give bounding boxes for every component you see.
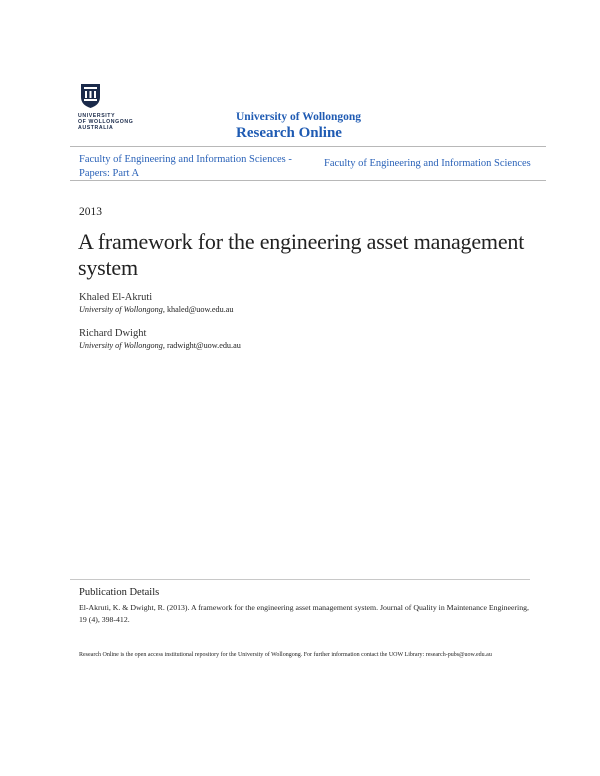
faculty-papers-link[interactable] bbox=[79, 153, 324, 181]
author-email: , radwight@uow.edu.au bbox=[162, 341, 241, 350]
publication-details-text: El-Akruti, K. & Dwight, R. (2013). A framework for the engineering asset management system. Journal of Quality in Maintenance Engineering, 19 (4), 398-412. bbox=[79, 603, 529, 624]
author-name[interactable]: Khaled El-Akruti bbox=[79, 292, 153, 303]
faculty-link[interactable]: Faculty of Engineering and Information Sciences bbox=[324, 158, 531, 169]
publication-divider bbox=[70, 579, 530, 580]
affiliation-name: University of Wollongong bbox=[79, 305, 163, 314]
divider-top bbox=[70, 146, 546, 147]
repository-link[interactable]: Research Online bbox=[236, 125, 342, 141]
uow-crest-icon bbox=[80, 83, 101, 109]
faculty-papers-line2: Papers: Part A bbox=[79, 168, 140, 179]
faculty-papers-line1: Faculty of Engineering and Information Sciences - bbox=[79, 154, 292, 165]
publication-details-heading: Publication Details bbox=[79, 587, 160, 598]
uow-wordmark: UNIVERSITY OF WOLLONGONG AUSTRALIA bbox=[78, 113, 134, 132]
author-email: , khaled@uow.edu.au bbox=[162, 305, 234, 314]
repository-footer: Research Online is the open access institutional repository for the University of Wollongong. For further information contact the UOW Library: research-pubs@uow.edu.au bbox=[79, 652, 492, 658]
paper-title: A framework for the engineering asset management system bbox=[78, 229, 525, 280]
divider-bottom bbox=[70, 180, 546, 181]
author-name[interactable]: Richard Dwight bbox=[79, 328, 147, 339]
uow-logo[interactable] bbox=[78, 83, 158, 135]
publication-year: 2013 bbox=[79, 206, 102, 218]
university-link[interactable]: University of Wollongong bbox=[236, 111, 362, 123]
author-affiliation bbox=[79, 340, 241, 351]
repository-header[interactable] bbox=[236, 110, 361, 143]
author-block bbox=[79, 327, 241, 351]
author-block bbox=[79, 291, 234, 315]
author-affiliation bbox=[79, 304, 234, 315]
affiliation-name: University of Wollongong bbox=[79, 341, 163, 350]
